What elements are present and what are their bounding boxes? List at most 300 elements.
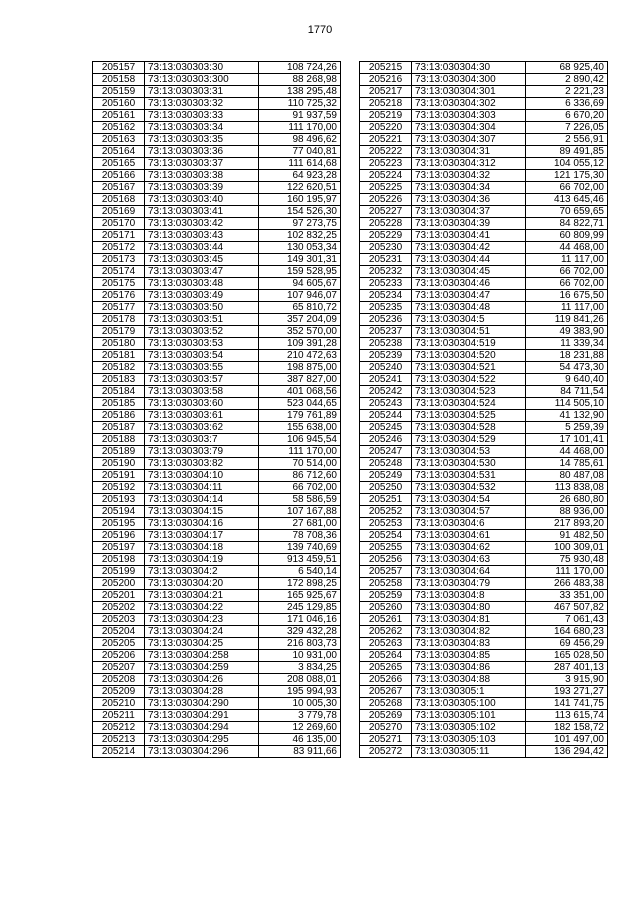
cadastral-number-cell: 73:13:030303:54 xyxy=(145,350,259,362)
cadastral-number-cell: 73:13:030304:294 xyxy=(145,722,259,734)
cadastral-number-cell: 73:13:030304:301 xyxy=(412,86,526,98)
cadastral-number-cell: 73:13:030304:28 xyxy=(145,686,259,698)
left-table-body xyxy=(93,62,341,758)
row-number-cell: 205206 xyxy=(93,650,145,662)
cadastral-number-cell: 73:13:030304:23 xyxy=(145,614,259,626)
row-number-cell: 205184 xyxy=(93,386,145,398)
cadastral-number-cell: 73:13:030303:43 xyxy=(145,230,259,242)
value-cell: 110 725,32 xyxy=(259,98,341,110)
value-cell: 114 505,10 xyxy=(526,398,608,410)
row-number-cell: 205201 xyxy=(93,590,145,602)
cadastral-number-cell: 73:13:030303:7 xyxy=(145,434,259,446)
value-cell: 111 170,00 xyxy=(526,566,608,578)
cadastral-number-cell: 73:13:030304:41 xyxy=(412,230,526,242)
row-number-cell: 205269 xyxy=(360,710,412,722)
value-cell: 75 930,48 xyxy=(526,554,608,566)
row-number-cell: 205165 xyxy=(93,158,145,170)
row-number-cell: 205250 xyxy=(360,482,412,494)
row-number-cell: 205183 xyxy=(93,374,145,386)
value-cell: 46 135,00 xyxy=(259,734,341,746)
row-number-cell: 205247 xyxy=(360,446,412,458)
table-row xyxy=(360,590,608,602)
row-number-cell: 205256 xyxy=(360,554,412,566)
value-cell: 33 351,00 xyxy=(526,590,608,602)
row-number-cell: 205199 xyxy=(93,566,145,578)
table-row xyxy=(93,362,341,374)
row-number-cell: 205212 xyxy=(93,722,145,734)
value-cell: 155 638,00 xyxy=(259,422,341,434)
table-row xyxy=(93,122,341,134)
table-row xyxy=(360,518,608,530)
value-cell: 172 898,25 xyxy=(259,578,341,590)
table-row xyxy=(360,206,608,218)
row-number-cell: 205271 xyxy=(360,734,412,746)
row-number-cell: 205157 xyxy=(93,62,145,74)
value-cell: 83 911,66 xyxy=(259,746,341,758)
row-number-cell: 205204 xyxy=(93,626,145,638)
table-row xyxy=(93,518,341,530)
value-cell: 68 925,40 xyxy=(526,62,608,74)
value-cell: 97 273,75 xyxy=(259,218,341,230)
row-number-cell: 205173 xyxy=(93,254,145,266)
table-row xyxy=(93,86,341,98)
row-number-cell: 205185 xyxy=(93,398,145,410)
table-row xyxy=(93,230,341,242)
row-number-cell: 205210 xyxy=(93,698,145,710)
cadastral-number-cell: 73:13:030303:49 xyxy=(145,290,259,302)
cadastral-number-cell: 73:13:030304:528 xyxy=(412,422,526,434)
row-number-cell: 205227 xyxy=(360,206,412,218)
table-row xyxy=(360,614,608,626)
table-row xyxy=(93,746,341,758)
value-cell: 14 785,61 xyxy=(526,458,608,470)
cadastral-number-cell: 73:13:030303:39 xyxy=(145,182,259,194)
row-number-cell: 205244 xyxy=(360,410,412,422)
row-number-cell: 205195 xyxy=(93,518,145,530)
value-cell: 2 890,42 xyxy=(526,74,608,86)
row-number-cell: 205193 xyxy=(93,494,145,506)
value-cell: 41 132,90 xyxy=(526,410,608,422)
table-row xyxy=(93,458,341,470)
value-cell: 88 268,98 xyxy=(259,74,341,86)
table-row xyxy=(360,542,608,554)
table-row xyxy=(360,650,608,662)
row-number-cell: 205209 xyxy=(93,686,145,698)
cadastral-number-cell: 73:13:030303:35 xyxy=(145,134,259,146)
row-number-cell: 205171 xyxy=(93,230,145,242)
table-row xyxy=(93,422,341,434)
table-row xyxy=(93,686,341,698)
cadastral-number-cell: 73:13:030304:31 xyxy=(412,146,526,158)
cadastral-number-cell: 73:13:030304:11 xyxy=(145,482,259,494)
cadastral-number-cell: 73:13:030305:102 xyxy=(412,722,526,734)
value-cell: 66 702,00 xyxy=(526,182,608,194)
left-table xyxy=(92,61,341,758)
value-cell: 86 712,60 xyxy=(259,470,341,482)
row-number-cell: 205239 xyxy=(360,350,412,362)
value-cell: 287 401,13 xyxy=(526,662,608,674)
table-row xyxy=(360,374,608,386)
value-cell: 119 841,26 xyxy=(526,314,608,326)
row-number-cell: 205194 xyxy=(93,506,145,518)
value-cell: 11 117,00 xyxy=(526,302,608,314)
row-number-cell: 205258 xyxy=(360,578,412,590)
row-number-cell: 205268 xyxy=(360,698,412,710)
table-row xyxy=(360,506,608,518)
cadastral-number-cell: 73:13:030303:60 xyxy=(145,398,259,410)
table-row xyxy=(360,746,608,758)
table-row xyxy=(93,434,341,446)
cadastral-number-cell: 73:13:030304:62 xyxy=(412,542,526,554)
value-cell: 66 702,00 xyxy=(259,482,341,494)
value-cell: 2 221,23 xyxy=(526,86,608,98)
table-row xyxy=(360,254,608,266)
cadastral-number-cell: 73:13:030304:34 xyxy=(412,182,526,194)
cadastral-number-cell: 73:13:030303:41 xyxy=(145,206,259,218)
cadastral-number-cell: 73:13:030303:48 xyxy=(145,278,259,290)
row-number-cell: 205245 xyxy=(360,422,412,434)
row-number-cell: 205263 xyxy=(360,638,412,650)
cadastral-number-cell: 73:13:030304:524 xyxy=(412,398,526,410)
table-row xyxy=(360,302,608,314)
value-cell: 6 670,20 xyxy=(526,110,608,122)
row-number-cell: 205217 xyxy=(360,86,412,98)
cadastral-number-cell: 73:13:030304:63 xyxy=(412,554,526,566)
row-number-cell: 205172 xyxy=(93,242,145,254)
cadastral-number-cell: 73:13:030304:61 xyxy=(412,530,526,542)
value-cell: 113 615,74 xyxy=(526,710,608,722)
table-row xyxy=(93,494,341,506)
cadastral-number-cell: 73:13:030304:300 xyxy=(412,74,526,86)
table-row xyxy=(360,566,608,578)
table-row xyxy=(93,170,341,182)
row-number-cell: 205266 xyxy=(360,674,412,686)
cadastral-number-cell: 73:13:030304:16 xyxy=(145,518,259,530)
row-number-cell: 205225 xyxy=(360,182,412,194)
value-cell: 16 675,50 xyxy=(526,290,608,302)
value-cell: 111 614,68 xyxy=(259,158,341,170)
cadastral-number-cell: 73:13:030304:18 xyxy=(145,542,259,554)
value-cell: 3 779,78 xyxy=(259,710,341,722)
value-cell: 523 044,65 xyxy=(259,398,341,410)
cadastral-number-cell: 73:13:030304:26 xyxy=(145,674,259,686)
cadastral-number-cell: 73:13:030303:79 xyxy=(145,446,259,458)
cadastral-number-cell: 73:13:030304:88 xyxy=(412,674,526,686)
table-row xyxy=(93,374,341,386)
row-number-cell: 205180 xyxy=(93,338,145,350)
row-number-cell: 205177 xyxy=(93,302,145,314)
row-number-cell: 205205 xyxy=(93,638,145,650)
value-cell: 70 514,00 xyxy=(259,458,341,470)
value-cell: 10 005,30 xyxy=(259,698,341,710)
cadastral-number-cell: 73:13:030304:85 xyxy=(412,650,526,662)
cadastral-number-cell: 73:13:030304:81 xyxy=(412,614,526,626)
table-row xyxy=(93,410,341,422)
value-cell: 10 931,00 xyxy=(259,650,341,662)
row-number-cell: 205240 xyxy=(360,362,412,374)
row-number-cell: 205175 xyxy=(93,278,145,290)
table-row xyxy=(93,302,341,314)
value-cell: 352 570,00 xyxy=(259,326,341,338)
table-row xyxy=(360,398,608,410)
row-number-cell: 205234 xyxy=(360,290,412,302)
table-row xyxy=(360,86,608,98)
cadastral-number-cell: 73:13:030304:64 xyxy=(412,566,526,578)
table-row xyxy=(93,482,341,494)
table-row xyxy=(360,266,608,278)
row-number-cell: 205192 xyxy=(93,482,145,494)
table-row xyxy=(360,470,608,482)
table-row xyxy=(93,278,341,290)
table-row xyxy=(360,422,608,434)
cadastral-number-cell: 73:13:030303:31 xyxy=(145,86,259,98)
table-row xyxy=(360,350,608,362)
cadastral-number-cell: 73:13:030303:58 xyxy=(145,386,259,398)
cadastral-number-cell: 73:13:030303:30 xyxy=(145,62,259,74)
row-number-cell: 205164 xyxy=(93,146,145,158)
value-cell: 141 741,75 xyxy=(526,698,608,710)
table-row xyxy=(93,182,341,194)
cadastral-number-cell: 73:13:030304:42 xyxy=(412,242,526,254)
row-number-cell: 205261 xyxy=(360,614,412,626)
value-cell: 138 295,48 xyxy=(259,86,341,98)
row-number-cell: 205168 xyxy=(93,194,145,206)
table-row xyxy=(360,602,608,614)
value-cell: 160 195,97 xyxy=(259,194,341,206)
cadastral-number-cell: 73:13:030304:54 xyxy=(412,494,526,506)
table-row xyxy=(360,362,608,374)
table-row xyxy=(360,218,608,230)
value-cell: 387 827,00 xyxy=(259,374,341,386)
value-cell: 91 482,50 xyxy=(526,530,608,542)
table-row xyxy=(93,146,341,158)
value-cell: 9 640,40 xyxy=(526,374,608,386)
row-number-cell: 205158 xyxy=(93,74,145,86)
row-number-cell: 205253 xyxy=(360,518,412,530)
cadastral-number-cell: 73:13:030304:520 xyxy=(412,350,526,362)
table-row xyxy=(360,458,608,470)
row-number-cell: 205179 xyxy=(93,326,145,338)
table-row xyxy=(93,194,341,206)
value-cell: 413 645,46 xyxy=(526,194,608,206)
value-cell: 49 383,90 xyxy=(526,326,608,338)
table-row xyxy=(360,434,608,446)
cadastral-number-cell: 73:13:030304:45 xyxy=(412,266,526,278)
cadastral-number-cell: 73:13:030304:521 xyxy=(412,362,526,374)
table-row xyxy=(93,530,341,542)
cadastral-number-cell: 73:13:030304:51 xyxy=(412,326,526,338)
value-cell: 44 468,00 xyxy=(526,242,608,254)
cadastral-number-cell: 73:13:030303:52 xyxy=(145,326,259,338)
value-cell: 217 893,20 xyxy=(526,518,608,530)
value-cell: 108 724,26 xyxy=(259,62,341,74)
value-cell: 12 269,60 xyxy=(259,722,341,734)
table-row xyxy=(93,590,341,602)
row-number-cell: 205207 xyxy=(93,662,145,674)
cadastral-number-cell: 73:13:030303:32 xyxy=(145,98,259,110)
cadastral-number-cell: 73:13:030304:32 xyxy=(412,170,526,182)
table-row xyxy=(360,446,608,458)
page-number: 1770 xyxy=(307,24,333,36)
value-cell: 107 167,88 xyxy=(259,506,341,518)
cadastral-number-cell: 73:13:030304:302 xyxy=(412,98,526,110)
table-row xyxy=(93,470,341,482)
value-cell: 100 309,01 xyxy=(526,542,608,554)
cadastral-number-cell: 73:13:030303:45 xyxy=(145,254,259,266)
table-row xyxy=(93,578,341,590)
table-row xyxy=(93,134,341,146)
cadastral-number-cell: 73:13:030304:290 xyxy=(145,698,259,710)
row-number-cell: 205215 xyxy=(360,62,412,74)
right-table xyxy=(359,61,608,758)
cadastral-number-cell: 73:13:030304:525 xyxy=(412,410,526,422)
row-number-cell: 205159 xyxy=(93,86,145,98)
table-row xyxy=(93,446,341,458)
row-number-cell: 205238 xyxy=(360,338,412,350)
cadastral-number-cell: 73:13:030304:6 xyxy=(412,518,526,530)
value-cell: 6 336,69 xyxy=(526,98,608,110)
cadastral-number-cell: 73:13:030304:86 xyxy=(412,662,526,674)
table-row xyxy=(93,614,341,626)
table-row xyxy=(93,542,341,554)
cadastral-number-cell: 73:13:030304:519 xyxy=(412,338,526,350)
table-row xyxy=(93,710,341,722)
value-cell: 7 226,05 xyxy=(526,122,608,134)
value-cell: 171 046,16 xyxy=(259,614,341,626)
value-cell: 136 294,42 xyxy=(526,746,608,758)
value-cell: 66 702,00 xyxy=(526,278,608,290)
cadastral-number-cell: 73:13:030304:80 xyxy=(412,602,526,614)
value-cell: 77 040,81 xyxy=(259,146,341,158)
value-cell: 7 061,43 xyxy=(526,614,608,626)
value-cell: 111 170,00 xyxy=(259,446,341,458)
table-row xyxy=(360,494,608,506)
table-row xyxy=(360,182,608,194)
value-cell: 104 055,12 xyxy=(526,158,608,170)
row-number-cell: 205226 xyxy=(360,194,412,206)
value-cell: 154 526,30 xyxy=(259,206,341,218)
value-cell: 88 936,00 xyxy=(526,506,608,518)
cadastral-number-cell: 73:13:030305:11 xyxy=(412,746,526,758)
value-cell: 130 053,34 xyxy=(259,242,341,254)
cadastral-number-cell: 73:13:030304:532 xyxy=(412,482,526,494)
value-cell: 198 875,00 xyxy=(259,362,341,374)
value-cell: 11 117,00 xyxy=(526,254,608,266)
table-row xyxy=(93,386,341,398)
value-cell: 179 761,89 xyxy=(259,410,341,422)
row-number-cell: 205203 xyxy=(93,614,145,626)
cadastral-number-cell: 73:13:030303:61 xyxy=(145,410,259,422)
cadastral-number-cell: 73:13:030304:258 xyxy=(145,650,259,662)
row-number-cell: 205162 xyxy=(93,122,145,134)
table-row xyxy=(360,122,608,134)
value-cell: 84 822,71 xyxy=(526,218,608,230)
row-number-cell: 205252 xyxy=(360,506,412,518)
row-number-cell: 205220 xyxy=(360,122,412,134)
cadastral-number-cell: 73:13:030304:530 xyxy=(412,458,526,470)
table-row xyxy=(360,110,608,122)
row-number-cell: 205187 xyxy=(93,422,145,434)
table-row xyxy=(360,530,608,542)
value-cell: 58 586,59 xyxy=(259,494,341,506)
row-number-cell: 205169 xyxy=(93,206,145,218)
cadastral-number-cell: 73:13:030303:57 xyxy=(145,374,259,386)
cadastral-number-cell: 73:13:030304:5 xyxy=(412,314,526,326)
table-row xyxy=(360,410,608,422)
table-row xyxy=(360,386,608,398)
cadastral-number-cell: 73:13:030304:39 xyxy=(412,218,526,230)
table-row xyxy=(93,674,341,686)
table-row xyxy=(93,506,341,518)
cadastral-number-cell: 73:13:030304:46 xyxy=(412,278,526,290)
table-row xyxy=(360,710,608,722)
table-row xyxy=(93,290,341,302)
cadastral-number-cell: 73:13:030304:296 xyxy=(145,746,259,758)
value-cell: 165 925,67 xyxy=(259,590,341,602)
cadastral-number-cell: 73:13:030303:53 xyxy=(145,338,259,350)
row-number-cell: 205167 xyxy=(93,182,145,194)
cadastral-number-cell: 73:13:030304:2 xyxy=(145,566,259,578)
row-number-cell: 205216 xyxy=(360,74,412,86)
table-row xyxy=(93,62,341,74)
table-row xyxy=(360,722,608,734)
row-number-cell: 205191 xyxy=(93,470,145,482)
cadastral-number-cell: 73:13:030304:25 xyxy=(145,638,259,650)
value-cell: 139 740,69 xyxy=(259,542,341,554)
cadastral-number-cell: 73:13:030304:17 xyxy=(145,530,259,542)
table-row xyxy=(93,626,341,638)
value-cell: 84 711,54 xyxy=(526,386,608,398)
value-cell: 122 620,51 xyxy=(259,182,341,194)
row-number-cell: 205221 xyxy=(360,134,412,146)
row-number-cell: 205249 xyxy=(360,470,412,482)
row-number-cell: 205218 xyxy=(360,98,412,110)
table-row xyxy=(93,350,341,362)
row-number-cell: 205233 xyxy=(360,278,412,290)
table-row xyxy=(360,482,608,494)
value-cell: 210 472,63 xyxy=(259,350,341,362)
row-number-cell: 205190 xyxy=(93,458,145,470)
table-row xyxy=(360,698,608,710)
row-number-cell: 205264 xyxy=(360,650,412,662)
row-number-cell: 205170 xyxy=(93,218,145,230)
cadastral-number-cell: 73:13:030304:48 xyxy=(412,302,526,314)
cadastral-number-cell: 73:13:030304:19 xyxy=(145,554,259,566)
cadastral-number-cell: 73:13:030304:47 xyxy=(412,290,526,302)
row-number-cell: 205259 xyxy=(360,590,412,602)
row-number-cell: 205248 xyxy=(360,458,412,470)
cadastral-number-cell: 73:13:030304:22 xyxy=(145,602,259,614)
cadastral-number-cell: 73:13:030303:51 xyxy=(145,314,259,326)
cadastral-number-cell: 73:13:030304:79 xyxy=(412,578,526,590)
cadastral-number-cell: 73:13:030304:259 xyxy=(145,662,259,674)
table-row xyxy=(360,578,608,590)
value-cell: 5 259,39 xyxy=(526,422,608,434)
value-cell: 18 231,88 xyxy=(526,350,608,362)
table-row xyxy=(93,722,341,734)
table-row xyxy=(360,74,608,86)
table-row xyxy=(360,674,608,686)
table-row xyxy=(360,290,608,302)
table-row xyxy=(93,554,341,566)
cadastral-number-cell: 73:13:030304:291 xyxy=(145,710,259,722)
value-cell: 89 491,85 xyxy=(526,146,608,158)
value-cell: 121 175,30 xyxy=(526,170,608,182)
table-row xyxy=(360,194,608,206)
value-cell: 66 702,00 xyxy=(526,266,608,278)
table-row xyxy=(360,626,608,638)
table-row xyxy=(360,686,608,698)
